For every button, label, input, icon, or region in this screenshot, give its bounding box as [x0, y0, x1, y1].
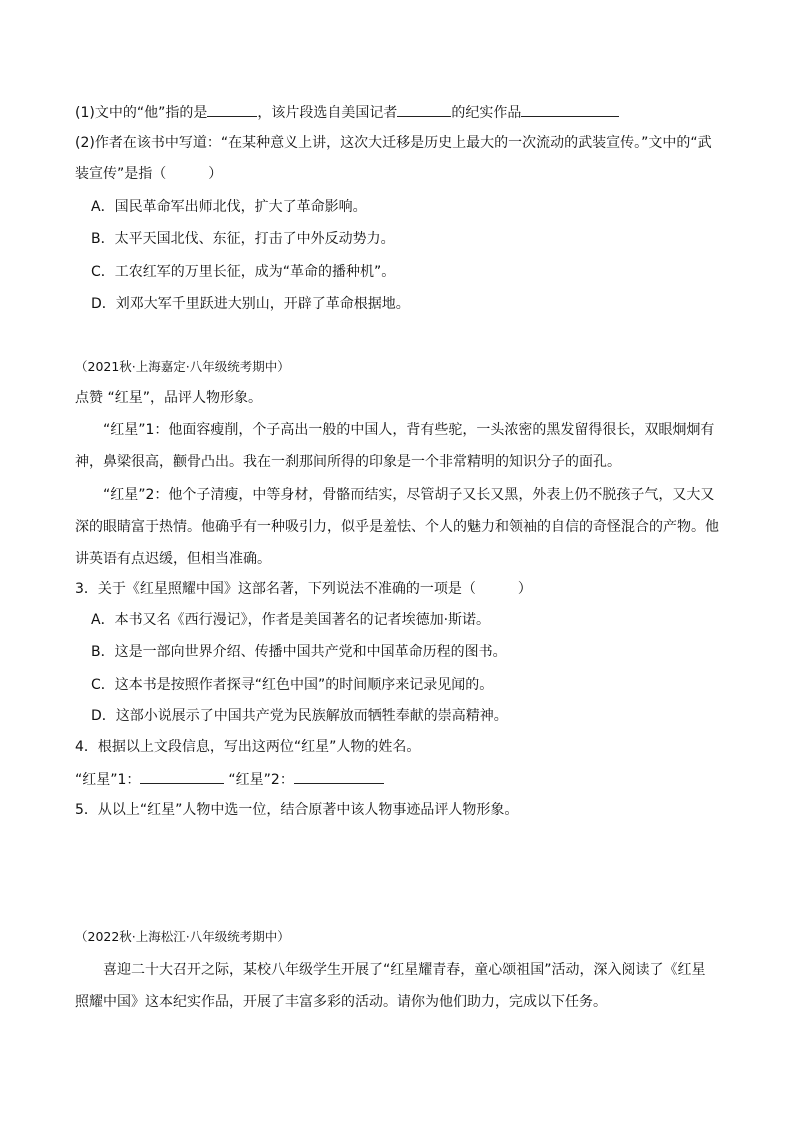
q1-part2-line1: (2)作者在该书中写道：“在某种意义上讲，这次大迁移是历史上最大的一次流动的武装宣传。”文中的“武	[75, 135, 712, 151]
section2-source: （2021秋·上海嘉定·八年级统考期中）	[75, 359, 290, 374]
para1-line2: 神，鼻梁很高，颧骨凸出。我在一刹那间所得的印象是一个非常精明的知识分子的面孔。	[75, 454, 621, 470]
q3-option-d[interactable]: D．这部小说展示了中国共产党为民族解放而牺牲奉献的崇高精神。	[91, 708, 508, 724]
q3-stem: 3．关于《红星照耀中国》这部名著，下列说法不准确的一项是（ ）	[75, 581, 532, 597]
red-star-2-name-blank[interactable]	[294, 769, 384, 784]
q3-option-a[interactable]: A．本书又名《西行漫记》，作者是美国著名的记者埃德加·斯诺。	[91, 612, 491, 628]
q1-part2-line2: 装宣传”是指（ ）	[75, 166, 223, 182]
answer-blank-3[interactable]	[521, 102, 619, 117]
section3-para-line2: 照耀中国》这本纪实作品，开展了丰富多彩的活动。请你为他们助力，完成以下任务。	[75, 994, 607, 1010]
section3-source: （2022秋·上海松江·八年级统考期中）	[75, 929, 290, 944]
q1-option-c[interactable]: C．工农红军的万里长征，成为“革命的播种机”。	[91, 264, 396, 280]
q3-option-b[interactable]: B．这是一部向世界介绍、传播中国共产党和中国革命历程的图书。	[91, 644, 507, 660]
q1-part1: (1)文中的“他”指的是 ，该片段选自美国记者 的纪实作品	[75, 102, 619, 123]
q1-option-b[interactable]: B．太平天国北伐、东征，打击了中外反动势力。	[91, 231, 395, 247]
answer-blank-1[interactable]	[207, 102, 257, 117]
red-star-1-name-blank[interactable]	[140, 769, 224, 784]
q1-option-a[interactable]: A．国民革命军出师北伐，扩大了革命影响。	[91, 199, 367, 215]
para2-line2: 深的眼睛富于热情。他确乎有一种吸引力，似乎是羞怯、个人的魅力和领袖的自信的奇怪混合的产物。他	[75, 519, 719, 535]
para1-line1: “红星”1：他面容瘦削，个子高出一般的中国人，背有些驼，一头浓密的黑发留得很长，双眼炯炯有	[103, 422, 715, 438]
para2-line3: 讲英语有点迟缓，但相当准确。	[75, 551, 271, 567]
q4-answers: “红星”1： “红星”2：	[75, 769, 384, 790]
q5-stem: 5．从以上“红星”人物中选一位，结合原著中该人物事迹品评人物形象。	[75, 802, 519, 818]
q1-option-d[interactable]: D．刘邓大军千里跃进大别山，开辟了革命根据地。	[91, 296, 410, 312]
para2-line1: “红星”2：他个子清瘦，中等身材，骨骼而结实，尽管胡子又长又黑，外表上仍不脱孩子气，又大又	[103, 487, 715, 503]
q4-stem: 4．根据以上文段信息，写出这两位“红星”人物的姓名。	[75, 739, 421, 755]
section3-para-line1: 喜迎二十大召开之际，某校八年级学生开展了“红星耀青春，童心颂祖国”活动，深入阅读了《红星	[103, 962, 706, 978]
section2-title: 点赞 “红星”，品评人物形象。	[75, 390, 262, 406]
answer-blank-2[interactable]	[397, 102, 451, 117]
q3-option-c[interactable]: C．这本书是按照作者探寻“红色中国”的时间顺序来记录见闻的。	[91, 677, 494, 693]
